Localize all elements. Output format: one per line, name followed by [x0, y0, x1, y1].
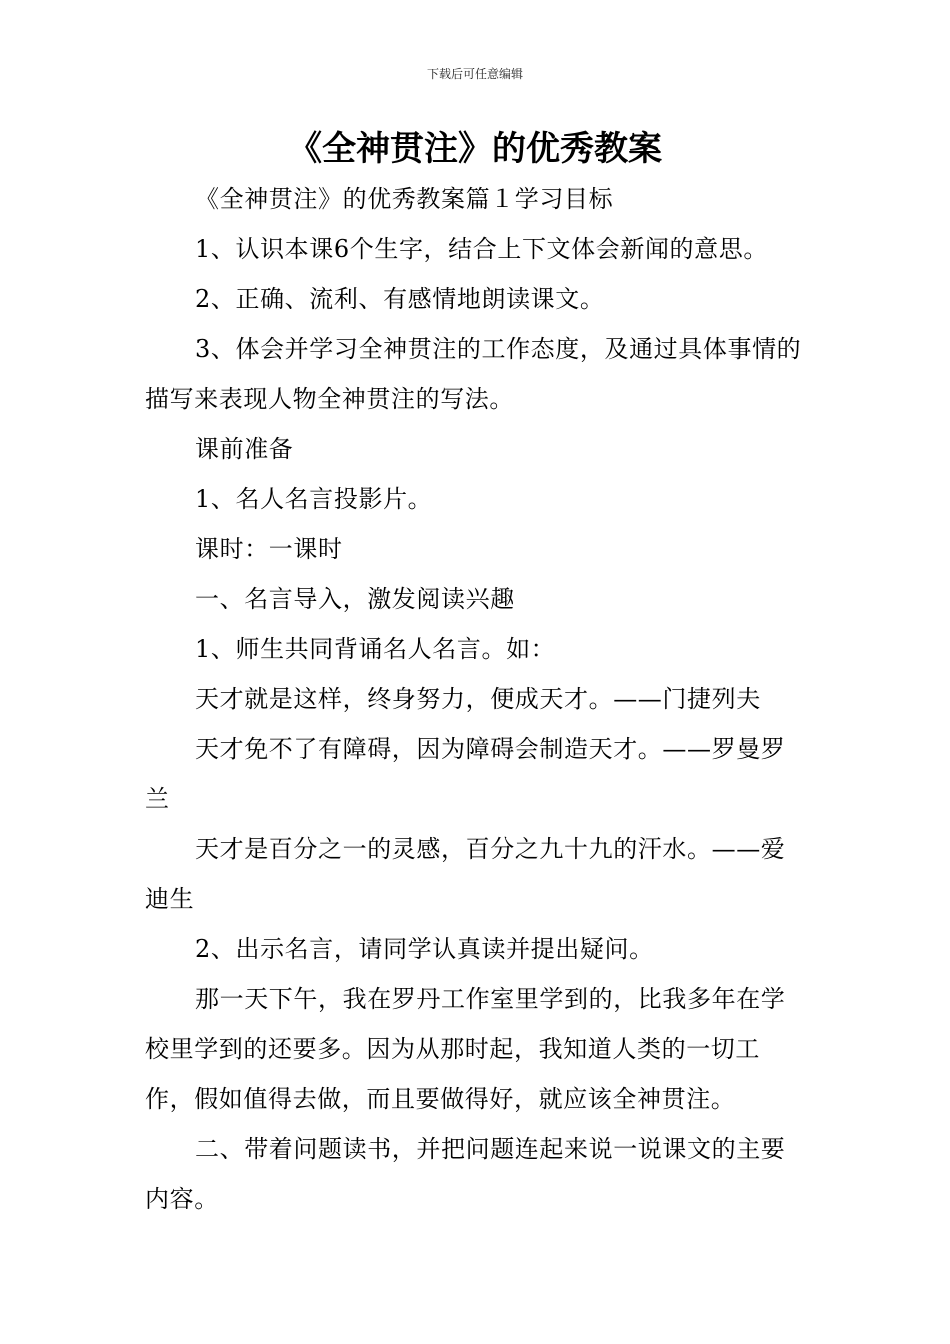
header-note: 下载后可任意编辑: [426, 67, 523, 81]
paragraph-step-1: 1、师生共同背诵名人名言。如：: [195, 635, 556, 663]
paragraph-preparation-heading: 课前准备: [195, 435, 294, 463]
paragraph-goal-1: 1、认识本课6个生字，结合上下文体会新闻的意思。: [195, 235, 768, 263]
paragraph-lesson-time: 课时：一课时: [195, 535, 343, 563]
paragraph-goal-3: 3、体会并学习全神贯注的工作态度，及通过具体事情的描写来表现人物全神贯注的写法。: [145, 335, 802, 413]
paragraph-quote-1: 天才就是这样，终身努力，便成天才。——门捷列夫: [195, 685, 761, 713]
document-title: 《全神贯注》的优秀教案: [288, 129, 662, 169]
paragraph-step-2: 2、出示名言，请同学认真读并提出疑问。: [195, 935, 654, 963]
paragraph-section-1: 一、名言导入，激发阅读兴趣: [195, 585, 515, 613]
paragraph-preparation-1: 1、名人名言投影片。: [195, 485, 433, 513]
paragraph-section-2: 二、带着问题读书，并把问题连起来说一说课文的主要内容。: [145, 1135, 786, 1213]
paragraph-quote-rodin: 那一天下午，我在罗丹工作室里学到的，比我多年在学校里学到的还要多。因为从那时起，我知道人类的一切工作，假如值得去做，而且要做得好，就应该全神贯注。: [145, 985, 786, 1113]
document-body: [145, 174, 807, 1224]
paragraph-intro: 《全神贯注》的优秀教案篇１学习目标: [195, 185, 614, 213]
paragraph-goal-2: 2、正确、流利、有感情地朗读课文。: [195, 285, 605, 313]
paragraph-quote-2: 天才免不了有障碍，因为障碍会制造天才。——罗曼罗兰: [145, 735, 786, 813]
paragraph-quote-3: 天才是百分之一的灵感，百分之九十九的汗水。——爱迪生: [145, 835, 786, 913]
